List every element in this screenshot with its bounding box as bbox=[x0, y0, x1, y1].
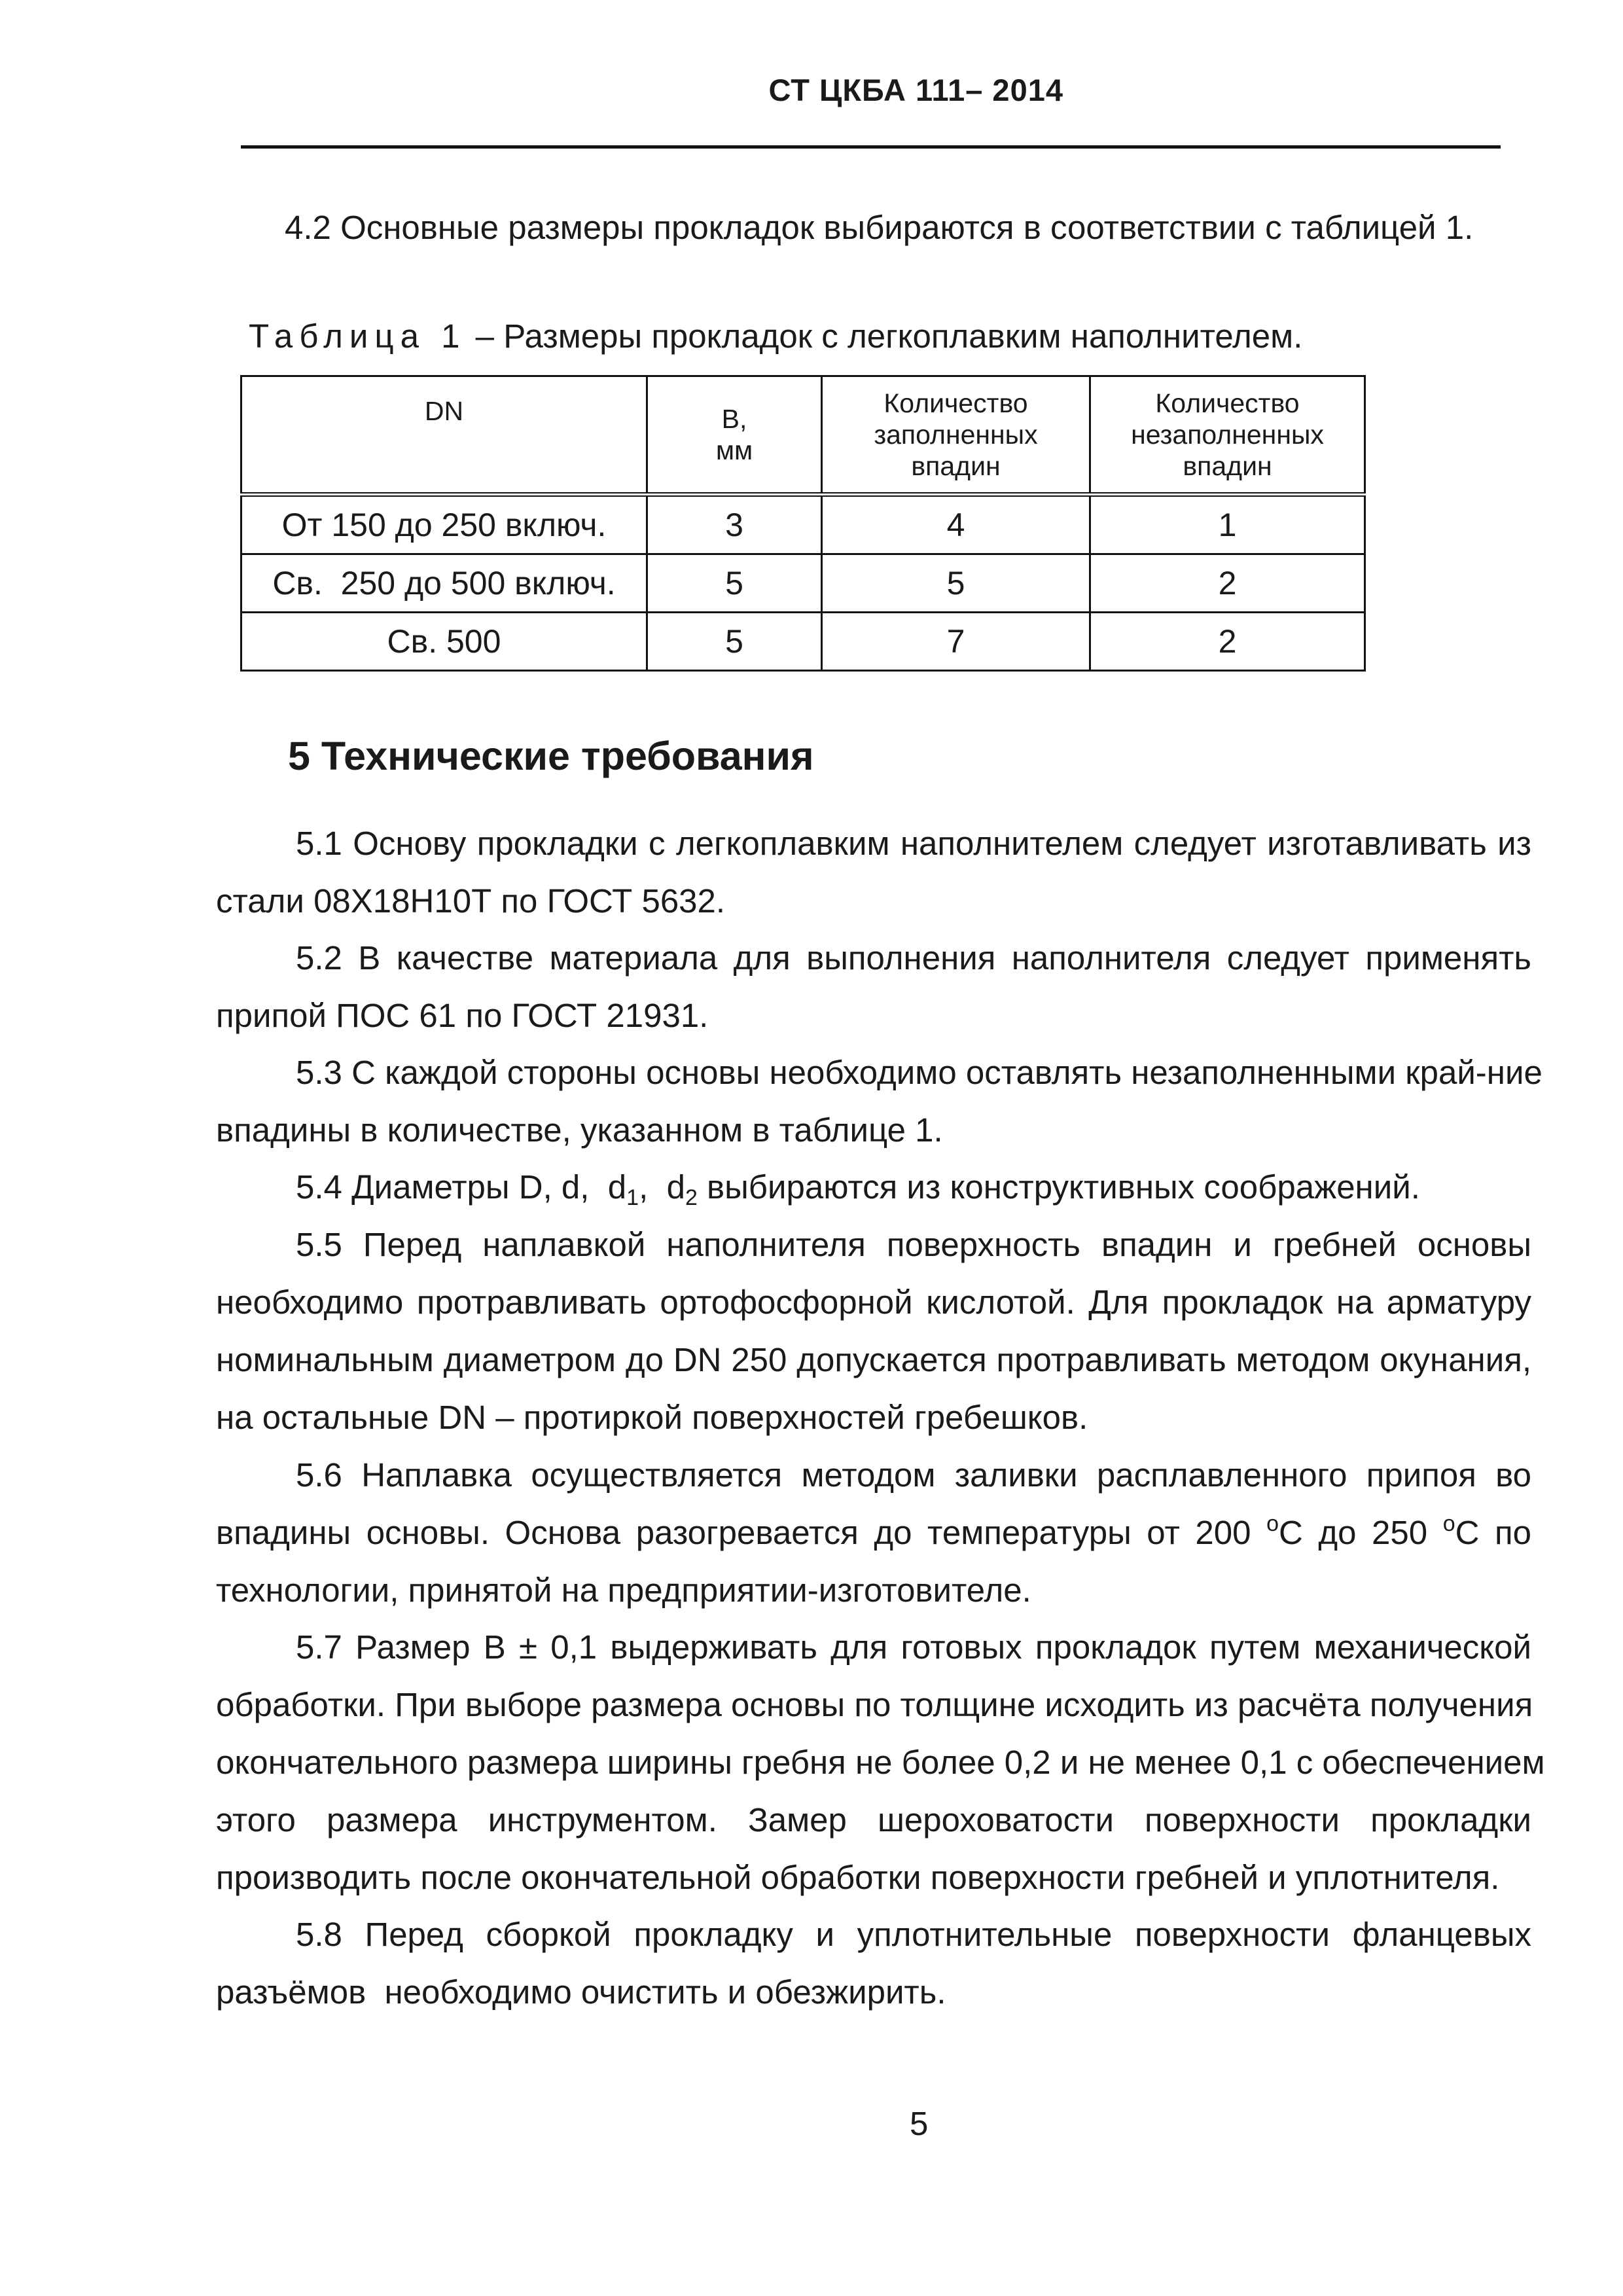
paragraph-line: 5.5 Перед наплавкой наполнителя поверхность впадин и гребней основы bbox=[296, 1226, 1531, 1263]
paragraph-line: этого размера инструментом. Замер шероховатости поверхности прокладки bbox=[216, 1801, 1531, 1839]
cell-dn: Св. 500 bbox=[241, 613, 647, 671]
degree-mark: о bbox=[1442, 1511, 1455, 1536]
paragraph-line: разъёмов необходимо очистить и обезжирить. bbox=[216, 1973, 946, 2011]
paragraph-line: 5.7 Размер B ± 0,1 выдерживать для готовых прокладок путем механической bbox=[296, 1628, 1531, 1666]
paragraph-line: номинальным диаметром до DN 250 допускается протравливать методом окунания, bbox=[216, 1341, 1531, 1378]
header-dn: DN bbox=[241, 376, 647, 495]
paragraph-5-8 bbox=[216, 1906, 1531, 2021]
paragraph-line: 5.1 Основу прокладки с легкоплавким наполнителем следует изготавливать из bbox=[296, 825, 1531, 862]
paragraph-5-5 bbox=[216, 1216, 1531, 1446]
paragraph-5-4 bbox=[296, 1158, 1420, 1216]
table-caption-label: Таблица 1 bbox=[249, 317, 467, 355]
cell-unfilled: 2 bbox=[1090, 613, 1365, 671]
paragraph-5-3 bbox=[216, 1044, 1543, 1159]
paragraph-text: 5.4 Диаметры D, d, d bbox=[296, 1168, 627, 1206]
cell-filled: 4 bbox=[822, 495, 1090, 554]
paragraph-line: стали 08Х18Н10Т по ГОСТ 5632. bbox=[216, 882, 726, 920]
paragraph-line: производить после окончательной обработки поверхности гребней и уплотнителя. bbox=[216, 1859, 1500, 1896]
paragraph-text: С до 250 bbox=[1279, 1514, 1443, 1551]
header-filled: Количество заполненных впадин bbox=[822, 376, 1090, 495]
page-number: 5 bbox=[910, 2105, 929, 2142]
cell-b: 5 bbox=[647, 554, 822, 613]
paragraph-line: 5.3 С каждой стороны основы необходимо оставлять незаполненными край-ние bbox=[296, 1054, 1543, 1091]
header-rule bbox=[241, 145, 1501, 149]
paragraph-line: обработки. При выборе размера основы по толщине исходить из расчёта получения bbox=[216, 1686, 1533, 1723]
degree-mark: о bbox=[1266, 1511, 1279, 1536]
paragraph-5-1 bbox=[216, 815, 1531, 930]
header-unfilled: Количество незаполненных впадин bbox=[1090, 376, 1365, 495]
cell-filled: 7 bbox=[822, 613, 1090, 671]
paragraph-line: 5.8 Перед сборкой прокладку и уплотнительные поверхности фланцевых bbox=[296, 1916, 1531, 1953]
paragraph-line: впадины в количестве, указанном в таблице 1. bbox=[216, 1111, 943, 1149]
paragraph-text: выбираются из конструктивных соображений. bbox=[697, 1168, 1420, 1206]
paragraph-line: 5.6 Наплавка осуществляется методом заливки расплавленного припоя во bbox=[296, 1456, 1531, 1494]
paragraph-line: припой ПОС 61 по ГОСТ 21931. bbox=[216, 997, 709, 1034]
table-caption-text: – Размеры прокладок с легкоплавким наполнителем. bbox=[466, 317, 1303, 355]
table-caption bbox=[249, 308, 1302, 365]
table-row bbox=[241, 613, 1365, 671]
cell-unfilled: 1 bbox=[1090, 495, 1365, 554]
subscript: 1 bbox=[626, 1185, 639, 1210]
cell-dn: От 150 до 250 включ. bbox=[241, 495, 647, 554]
paragraph-line: технологии, принятой на предприятии-изготовителе. bbox=[216, 1571, 1031, 1609]
section-heading: 5 Технические требования bbox=[288, 734, 814, 778]
header-b: B, мм bbox=[647, 376, 822, 495]
table-row bbox=[241, 495, 1365, 554]
paragraph-text: С по bbox=[1455, 1514, 1532, 1551]
subscript: 2 bbox=[685, 1185, 698, 1210]
paragraph-5-2 bbox=[216, 929, 1531, 1045]
cell-b: 5 bbox=[647, 613, 822, 671]
paragraph-text: впадины основы. Основа разогревается до температуры от 200 bbox=[216, 1514, 1267, 1551]
paragraph-line: окончательного размера ширины гребня не более 0,2 и не менее 0,1 с обеспечением bbox=[216, 1744, 1545, 1781]
cell-dn: Св. 250 до 500 включ. bbox=[241, 554, 647, 613]
document-code: СТ ЦКБА 111– 2014 bbox=[768, 73, 1063, 107]
table-header-row bbox=[241, 376, 1365, 495]
paragraph-5-6 bbox=[216, 1446, 1531, 1619]
cell-unfilled: 2 bbox=[1090, 554, 1365, 613]
paragraph-line: 5.2 В качестве материала для выполнения наполнителя следует применять bbox=[296, 939, 1531, 977]
paragraph-text: , d bbox=[639, 1168, 685, 1206]
table-row bbox=[241, 554, 1365, 613]
paragraph-line: на остальные DN – протиркой поверхностей гребешков. bbox=[216, 1399, 1088, 1436]
intro-paragraph: 4.2 Основные размеры прокладок выбираются в соответствии с таблицей 1. bbox=[285, 209, 1474, 246]
paragraph-5-7 bbox=[216, 1619, 1545, 1907]
paragraph-line bbox=[216, 1504, 1531, 1562]
paragraph-line: необходимо протравливать ортофосфорной кислотой. Для прокладок на арматуру bbox=[216, 1283, 1531, 1321]
cell-filled: 5 bbox=[822, 554, 1090, 613]
dimensions-table bbox=[240, 375, 1366, 672]
cell-b: 3 bbox=[647, 495, 822, 554]
